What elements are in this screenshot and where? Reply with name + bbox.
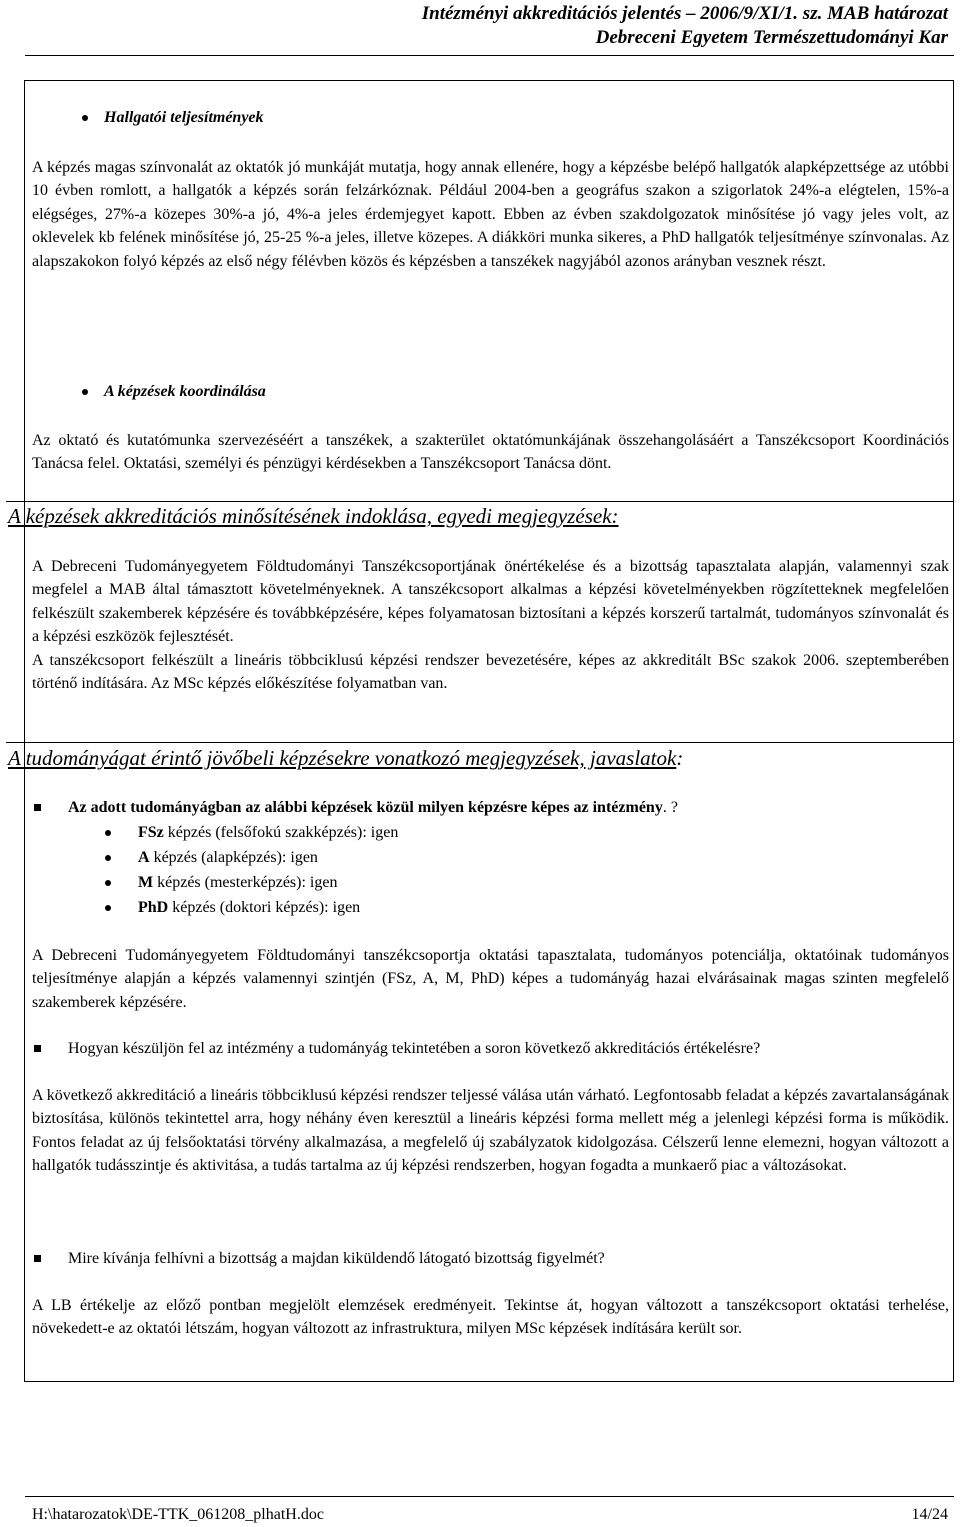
paragraph-hallgatoi [32, 156, 949, 273]
bullet-dot-icon [105, 880, 111, 886]
question-2: Hogyan készüljön fel az intézmény a tudományág tekintetében a soron következő akkreditációs értékelésre? [68, 1040, 761, 1057]
paragraph-answer-2 [32, 1084, 949, 1178]
paragraph-koordinalas-text: Az oktató és kutatómunka szervezéséért a tanszékek, a szakterület oktatómunkájának összehangolásáért a Tanszékcsoport Koordinációs Tanácsa felel. Oktatási, személyi és pénzügyi kérdésekben a Tanszékcsoport Tanácsa dönt. [32, 432, 949, 473]
bullet-dot-icon [105, 905, 111, 911]
header-line-2: Debreceni Egyetem Természettudományi Kar [595, 27, 948, 48]
list-item-rest: képzés (felsőfokú szakképzés): igen [163, 824, 399, 841]
section-title-koordinalas: A képzések koordinálása [104, 383, 266, 400]
section-divider [6, 742, 954, 743]
paragraph-answer-1 [32, 944, 949, 1014]
question-1 [68, 797, 948, 819]
list-item [138, 822, 398, 844]
list-item-rest: képzés (alapképzés): igen [149, 849, 318, 866]
section-title-jovobeli-suffix: : [676, 746, 684, 770]
square-bullet-icon [34, 1045, 41, 1052]
square-bullet-icon [34, 804, 41, 811]
bullet-dot-icon [105, 830, 111, 836]
footer-file-path: H:\hatarozatok\DE-TTK_061208_plhatH.doc [32, 1506, 324, 1523]
header-rule [25, 55, 954, 56]
list-item-rest: képzés (doktori képzés): igen [168, 899, 361, 916]
question-1-rest: . ? [662, 799, 678, 816]
list-item-bold: FSz [138, 824, 164, 841]
question-3: Mire kívánja felhívni a bizottság a majdan kiküldendő látogató bizottság figyelmét? [68, 1250, 605, 1267]
square-bullet-icon [34, 1255, 41, 1262]
header-line-1: Intézményi akkreditációs jelentés – 2006/9/XI/1. sz. MAB határozat [421, 3, 948, 24]
list-item-rest: képzés (mesterképzés): igen [153, 874, 338, 891]
footer-rule [25, 1496, 954, 1497]
question-1-bold: Az adott tudományágban az alábbi képzések közül milyen képzésre képes az intézmény [68, 799, 663, 816]
list-item [138, 872, 337, 894]
section-divider [6, 501, 954, 502]
paragraph-akkreditacio [32, 555, 949, 695]
list-item-bold: A [138, 849, 150, 866]
paragraph-answer-1-text: A Debreceni Tudományegyetem Földtudományi tanszékcsoportja oktatási tapasztalata, tudományos potenciálja, oktatóinak tudományos teljesítménye alapján a képzés valamennyi szintjén (FSz, A, M, PhD) képes a tudományág hazai elvárásainak magas szinten megfelelő szakemberek képzésére. [32, 947, 949, 1011]
page-header [422, 2, 948, 50]
paragraph-koordinalas [32, 429, 949, 476]
paragraph-answer-3 [32, 1294, 949, 1341]
section-title-hallgatoi: Hallgatói teljesítmények [104, 109, 264, 126]
paragraph-answer-3-text: A LB értékelje az előző pontban megjelölt elemzések eredményeit. Tekintse át, hogyan változott a tanszékcsoport oktatási terhelése, növekedett-e az oktatói létszám, hogyan változott az infrastruktura, milyen MSc képzések indítására került sor. [32, 1297, 949, 1338]
bullet-dot-icon [82, 115, 88, 121]
section-title-akkreditacio: A képzések akkreditációs minősítésének indoklása, egyedi megjegyzések: [8, 504, 619, 528]
paragraph-akkreditacio-1: A Debreceni Tudományegyetem Földtudományi Tanszékcsoportjának önértékelése és a bizottság tapasztalata alapján, valamennyi szak megfelel a MAB által támasztott követelményeknek. A tanszékcsoport alkalmas a képzési követelményekben rögzítetteknek megfelelően felkészült szakemberek képzésére és továbbképzésére, képes folyamatosan biztosítani a képzés korszerű tartalmát, tudományos színvonalát és a képzési eszközök fejlesztését. [32, 558, 949, 646]
list-item [138, 897, 360, 919]
footer-page-number: 14/24 [911, 1506, 948, 1523]
content-box [24, 80, 954, 1382]
list-item-bold: PhD [138, 899, 169, 916]
paragraph-answer-2-text: A következő akkreditáció a lineáris többciklusú képzési rendszer teljessé válása után várható. Legfontosabb feladat a képzés zavartalanságának biztosítása, különös tekintettel arra, hogy néhány éven keresztül a lineáris képzési forma mellett még a jelenlegi képzési forma is működik. Fontos feladat az új felsőoktatási törvény alkalmazása, a megfelelő új szabályzatok kidolgozása. Célszerű lenne elemezni, hogyan változott a hallgatók tudásszintje és aktivitása, a tudás tartalma az új képzési rendszerben, hogyan fogadta a munkaerő piac a változásokat. [32, 1087, 949, 1175]
section-title-jovobeli-text: A tudományágat érintő jövőbeli képzésekre vonatkozó megjegyzések, javaslatok [8, 746, 677, 770]
bullet-dot-icon [105, 855, 111, 861]
list-item-bold: M [138, 874, 154, 891]
section-title-jovobeli [8, 745, 952, 771]
list-item [138, 847, 318, 869]
paragraph-hallgatoi-text: A képzés magas színvonalát az oktatók jó munkáját mutatja, hogy annak ellenére, hogy a képzésbe belépő hallgatók alapképzettsége az utóbbi 10 évben romlott, a hallgatók a képzés során felzárkóznak. Például 2004-ben a geográfus szakon a szigorlatok 24%-a elégtelen, 15%-a elégséges, 27%-a közepes 30%-a jó, 4%-a jeles érdemjegyet kapott. Ebben az évben szakdolgozatok minősítése jó vagy jeles volt, az oklevelek kb felének minősítése jó, 25-25 %-a jeles, illetve közepes. A diákköri munka sikeres, a PhD hallgatók teljesítménye színvonalas. Az alapszakokon folyó képzés az első négy félévben közös és képzésben a tanszékek nagyjából azonos arányban vesznek részt. [32, 159, 949, 270]
paragraph-akkreditacio-2: A tanszékcsoport felkészült a lineáris többciklusú képzési rendszer bevezetésére, képes az akkreditált BSc szakok 2006. szeptemberében történő indítására. Az MSc képzés előkészítése folyamatban van. [32, 651, 949, 693]
bullet-dot-icon [82, 389, 88, 395]
